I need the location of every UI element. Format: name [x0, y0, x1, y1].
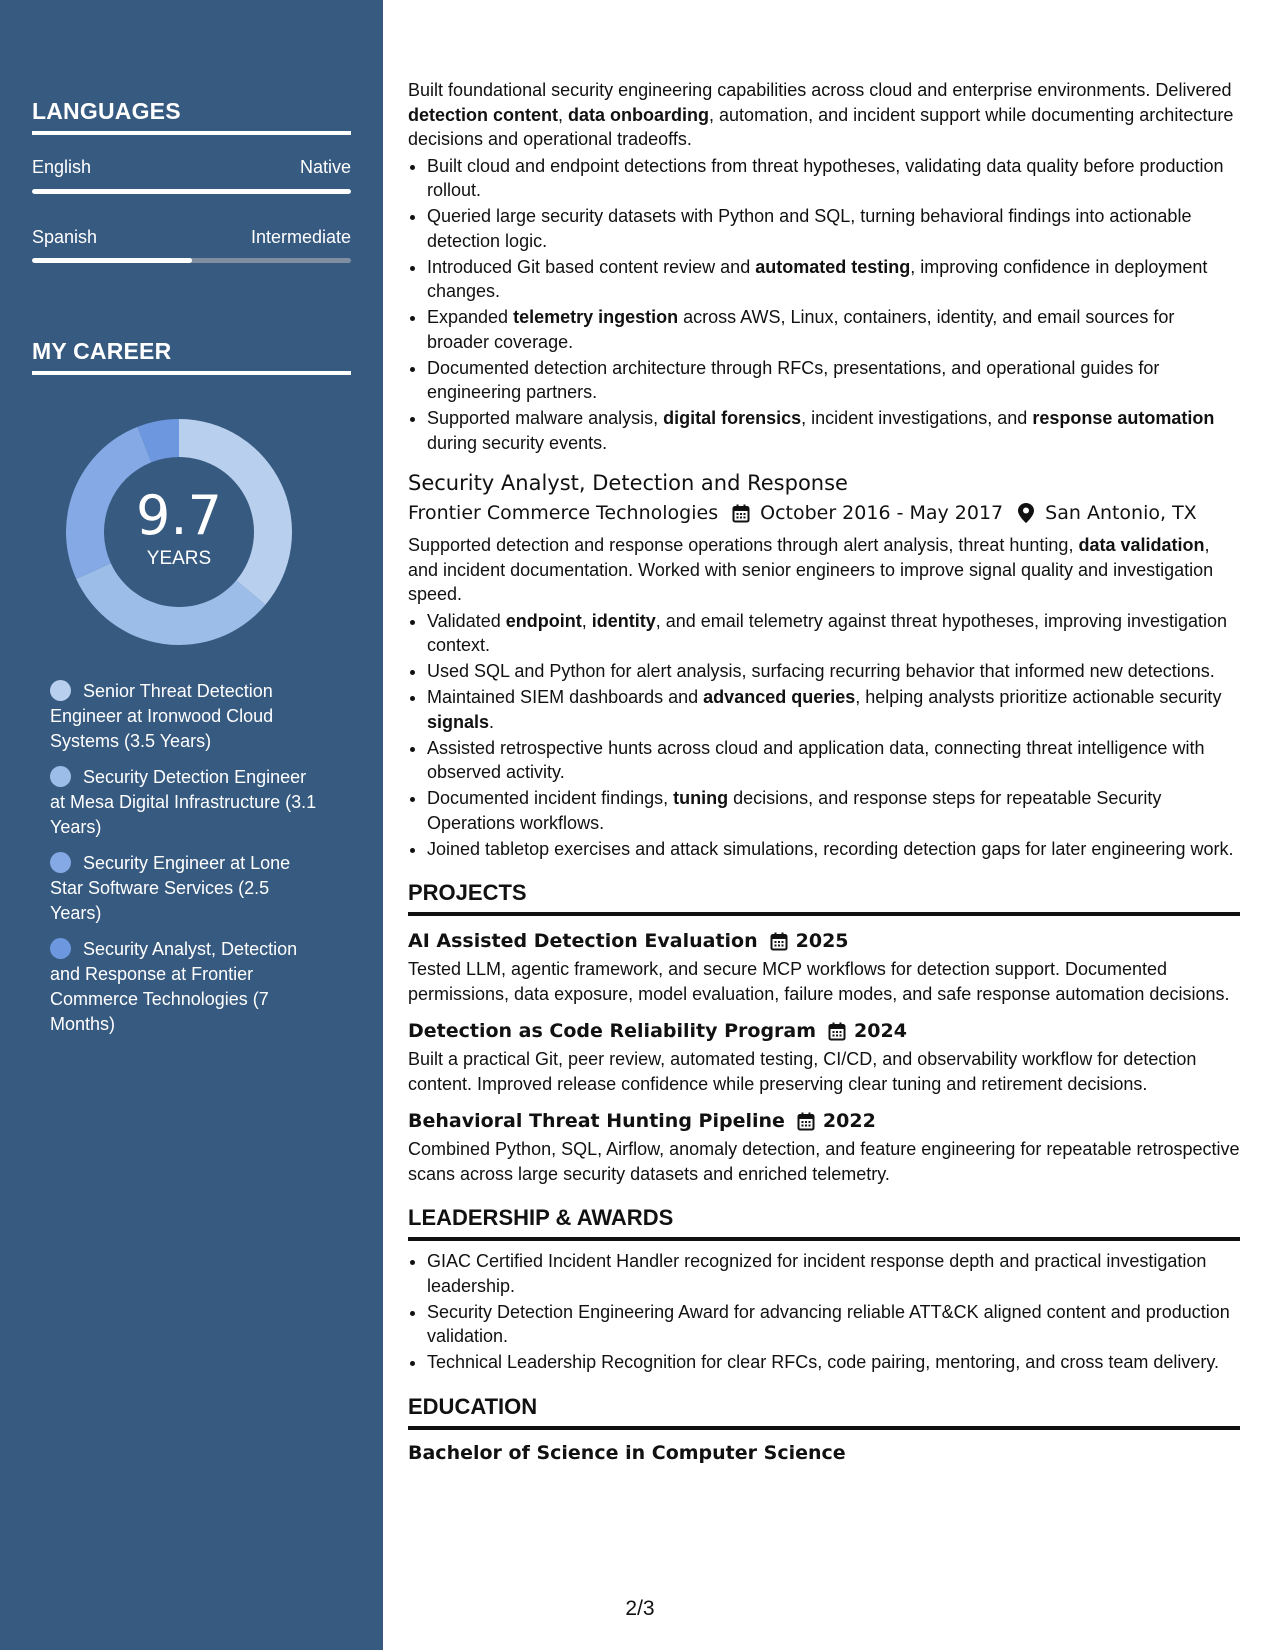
career-legend-item	[50, 765, 320, 840]
career-legend	[50, 679, 320, 1048]
job-bullets	[408, 609, 1240, 862]
calendar-icon	[826, 1020, 848, 1042]
map-pin-icon	[1015, 502, 1037, 524]
language-row-english	[32, 157, 351, 178]
language-name: English	[32, 157, 92, 177]
job-dates: October 2016 - May 2017	[760, 502, 1004, 524]
language-bar-english	[32, 189, 351, 194]
bullet-item: • Expanded telemetry ingestion across AWS, Linux, containers, identity, and email sources for broader coverage.	[427, 305, 1240, 354]
project-year: 2025	[795, 930, 849, 952]
career-legend-item	[50, 937, 320, 1037]
job-summary: Supported detection and response operations through alert analysis, threat hunting, data validation, and incident documentation. Worked with senior engineers to improve signal quality and investigation speed.	[408, 535, 1214, 604]
bullet-item: • Validated endpoint, identity, and email telemetry against threat hypotheses, improving investigation context.	[427, 609, 1240, 658]
calendar-icon	[795, 1110, 817, 1132]
language-bar-fill	[32, 258, 192, 263]
project-description: Combined Python, SQL, Airflow, anomaly detection, and feature engineering for repeatable retrospective scans across large security datasets and enriched telemetry.	[408, 1139, 1240, 1184]
legend-dot	[50, 766, 71, 787]
project-title-row	[408, 1018, 1240, 1044]
donut-center	[66, 419, 292, 645]
legend-dot	[50, 680, 71, 701]
calendar-icon	[730, 502, 752, 524]
project-title: Detection as Code Reliability Program	[408, 1020, 817, 1042]
language-level: Intermediate	[250, 227, 351, 247]
project-description: Tested LLM, agentic framework, and secure MCP workflows for detection support. Documented permissions, data exposure, model evaluation, failure modes, and safe response automation decisions.	[408, 959, 1230, 1004]
job-meta	[408, 499, 1240, 527]
career-total-value: 9.7	[136, 484, 222, 547]
project-title-row	[408, 928, 1240, 954]
project-title: Behavioral Threat Hunting Pipeline	[408, 1110, 785, 1132]
language-level: Native	[299, 157, 351, 177]
page-number: 2/3	[625, 1597, 655, 1620]
calendar-icon	[768, 930, 790, 952]
bullet-item: • Introduced Git based content review and automated testing, improving confidence in deployment changes.	[427, 255, 1240, 304]
projects-heading: PROJECTS	[408, 879, 1240, 916]
project-description: Built a practical Git, peer review, automated testing, CI/CD, and observability workflow for detection content. Improved release confidence while preserving clear tuning and retirement decisions.	[408, 1049, 1197, 1094]
career-heading: MY CAREER	[32, 338, 351, 375]
bullet-item: • Assisted retrospective hunts across cloud and application data, connecting threat intelligence with observed activity.	[427, 736, 1240, 785]
legend-dot	[50, 938, 71, 959]
bullet-item: • Queried large security datasets with Python and SQL, turning behavioral findings into actionable detection logic.	[427, 204, 1240, 253]
degree-title: Bachelor of Science in Computer Science	[408, 1441, 846, 1464]
career-legend-label: Security Engineer at Lone Star Software Services (2.5 Years)	[50, 853, 291, 923]
legend-dot	[50, 852, 71, 873]
experience-intro: Built foundational security engineering capabilities across cloud and enterprise environments. Delivered detection content, data onboarding, automation, and incident support while documenting architecture decisions and operational tradeoffs.	[408, 80, 1234, 149]
languages-heading: LANGUAGES	[32, 98, 351, 135]
award-item: • Security Detection Engineering Award for advancing reliable ATT&CK aligned content and production validation.	[427, 1300, 1240, 1349]
sidebar	[0, 0, 383, 1650]
award-item: • GIAC Certified Incident Handler recognized for incident response depth and practical investigation leadership.	[427, 1249, 1240, 1298]
language-bar-fill	[32, 189, 351, 194]
bullet-item: • Maintained SIEM dashboards and advanced queries, helping analysts prioritize actionable security signals.	[427, 685, 1240, 734]
career-total-unit: YEARS	[146, 548, 212, 569]
language-name: Spanish	[32, 227, 98, 247]
project-title: AI Assisted Detection Evaluation	[408, 930, 758, 952]
main-content	[408, 78, 1240, 1466]
awards-heading: LEADERSHIP & AWARDS	[408, 1204, 1240, 1241]
project-year: 2024	[854, 1020, 907, 1042]
project-year: 2022	[822, 1110, 876, 1132]
career-donut-chart	[66, 419, 292, 645]
bullet-item: • Joined tabletop exercises and attack simulations, recording detection gaps for later engineering work.	[427, 837, 1240, 862]
education-heading: EDUCATION	[408, 1393, 1240, 1430]
career-legend-label: Security Analyst, Detection and Response at Frontier Commerce Technologies (7 Months)	[50, 939, 298, 1034]
award-item: • Technical Leadership Recognition for clear RFCs, code pairing, mentoring, and cross team delivery.	[427, 1350, 1240, 1375]
bullet-item: • Built cloud and endpoint detections from threat hypotheses, validating data quality before production rollout.	[427, 154, 1240, 203]
career-legend-label: Security Detection Engineer at Mesa Digital Infrastructure (3.1 Years)	[50, 767, 317, 837]
job-company: Frontier Commerce Technologies	[408, 502, 719, 524]
career-legend-label: Senior Threat Detection Engineer at Ironwood Cloud Systems (3.5 Years)	[50, 681, 274, 751]
job-title: Security Analyst, Detection and Response	[408, 471, 848, 495]
bullet-item: • Supported malware analysis, digital forensics, incident investigations, and response automation during security events.	[427, 406, 1240, 455]
bullet-item: • Documented incident findings, tuning decisions, and response steps for repeatable Security Operations workflows.	[427, 786, 1240, 835]
job-location: San Antonio, TX	[1045, 502, 1197, 524]
language-row-spanish	[32, 227, 351, 248]
bullet-item: • Used SQL and Python for alert analysis, surfacing recurring behavior that informed new detections.	[427, 659, 1240, 684]
project-title-row	[408, 1108, 1240, 1134]
career-legend-item	[50, 679, 320, 754]
awards-list	[408, 1249, 1240, 1375]
bullet-item: • Documented detection architecture through RFCs, presentations, and operational guides for engineering partners.	[427, 356, 1240, 405]
experience-intro-bullets	[408, 154, 1240, 456]
language-bar-spanish	[32, 258, 351, 263]
career-legend-item	[50, 851, 320, 926]
